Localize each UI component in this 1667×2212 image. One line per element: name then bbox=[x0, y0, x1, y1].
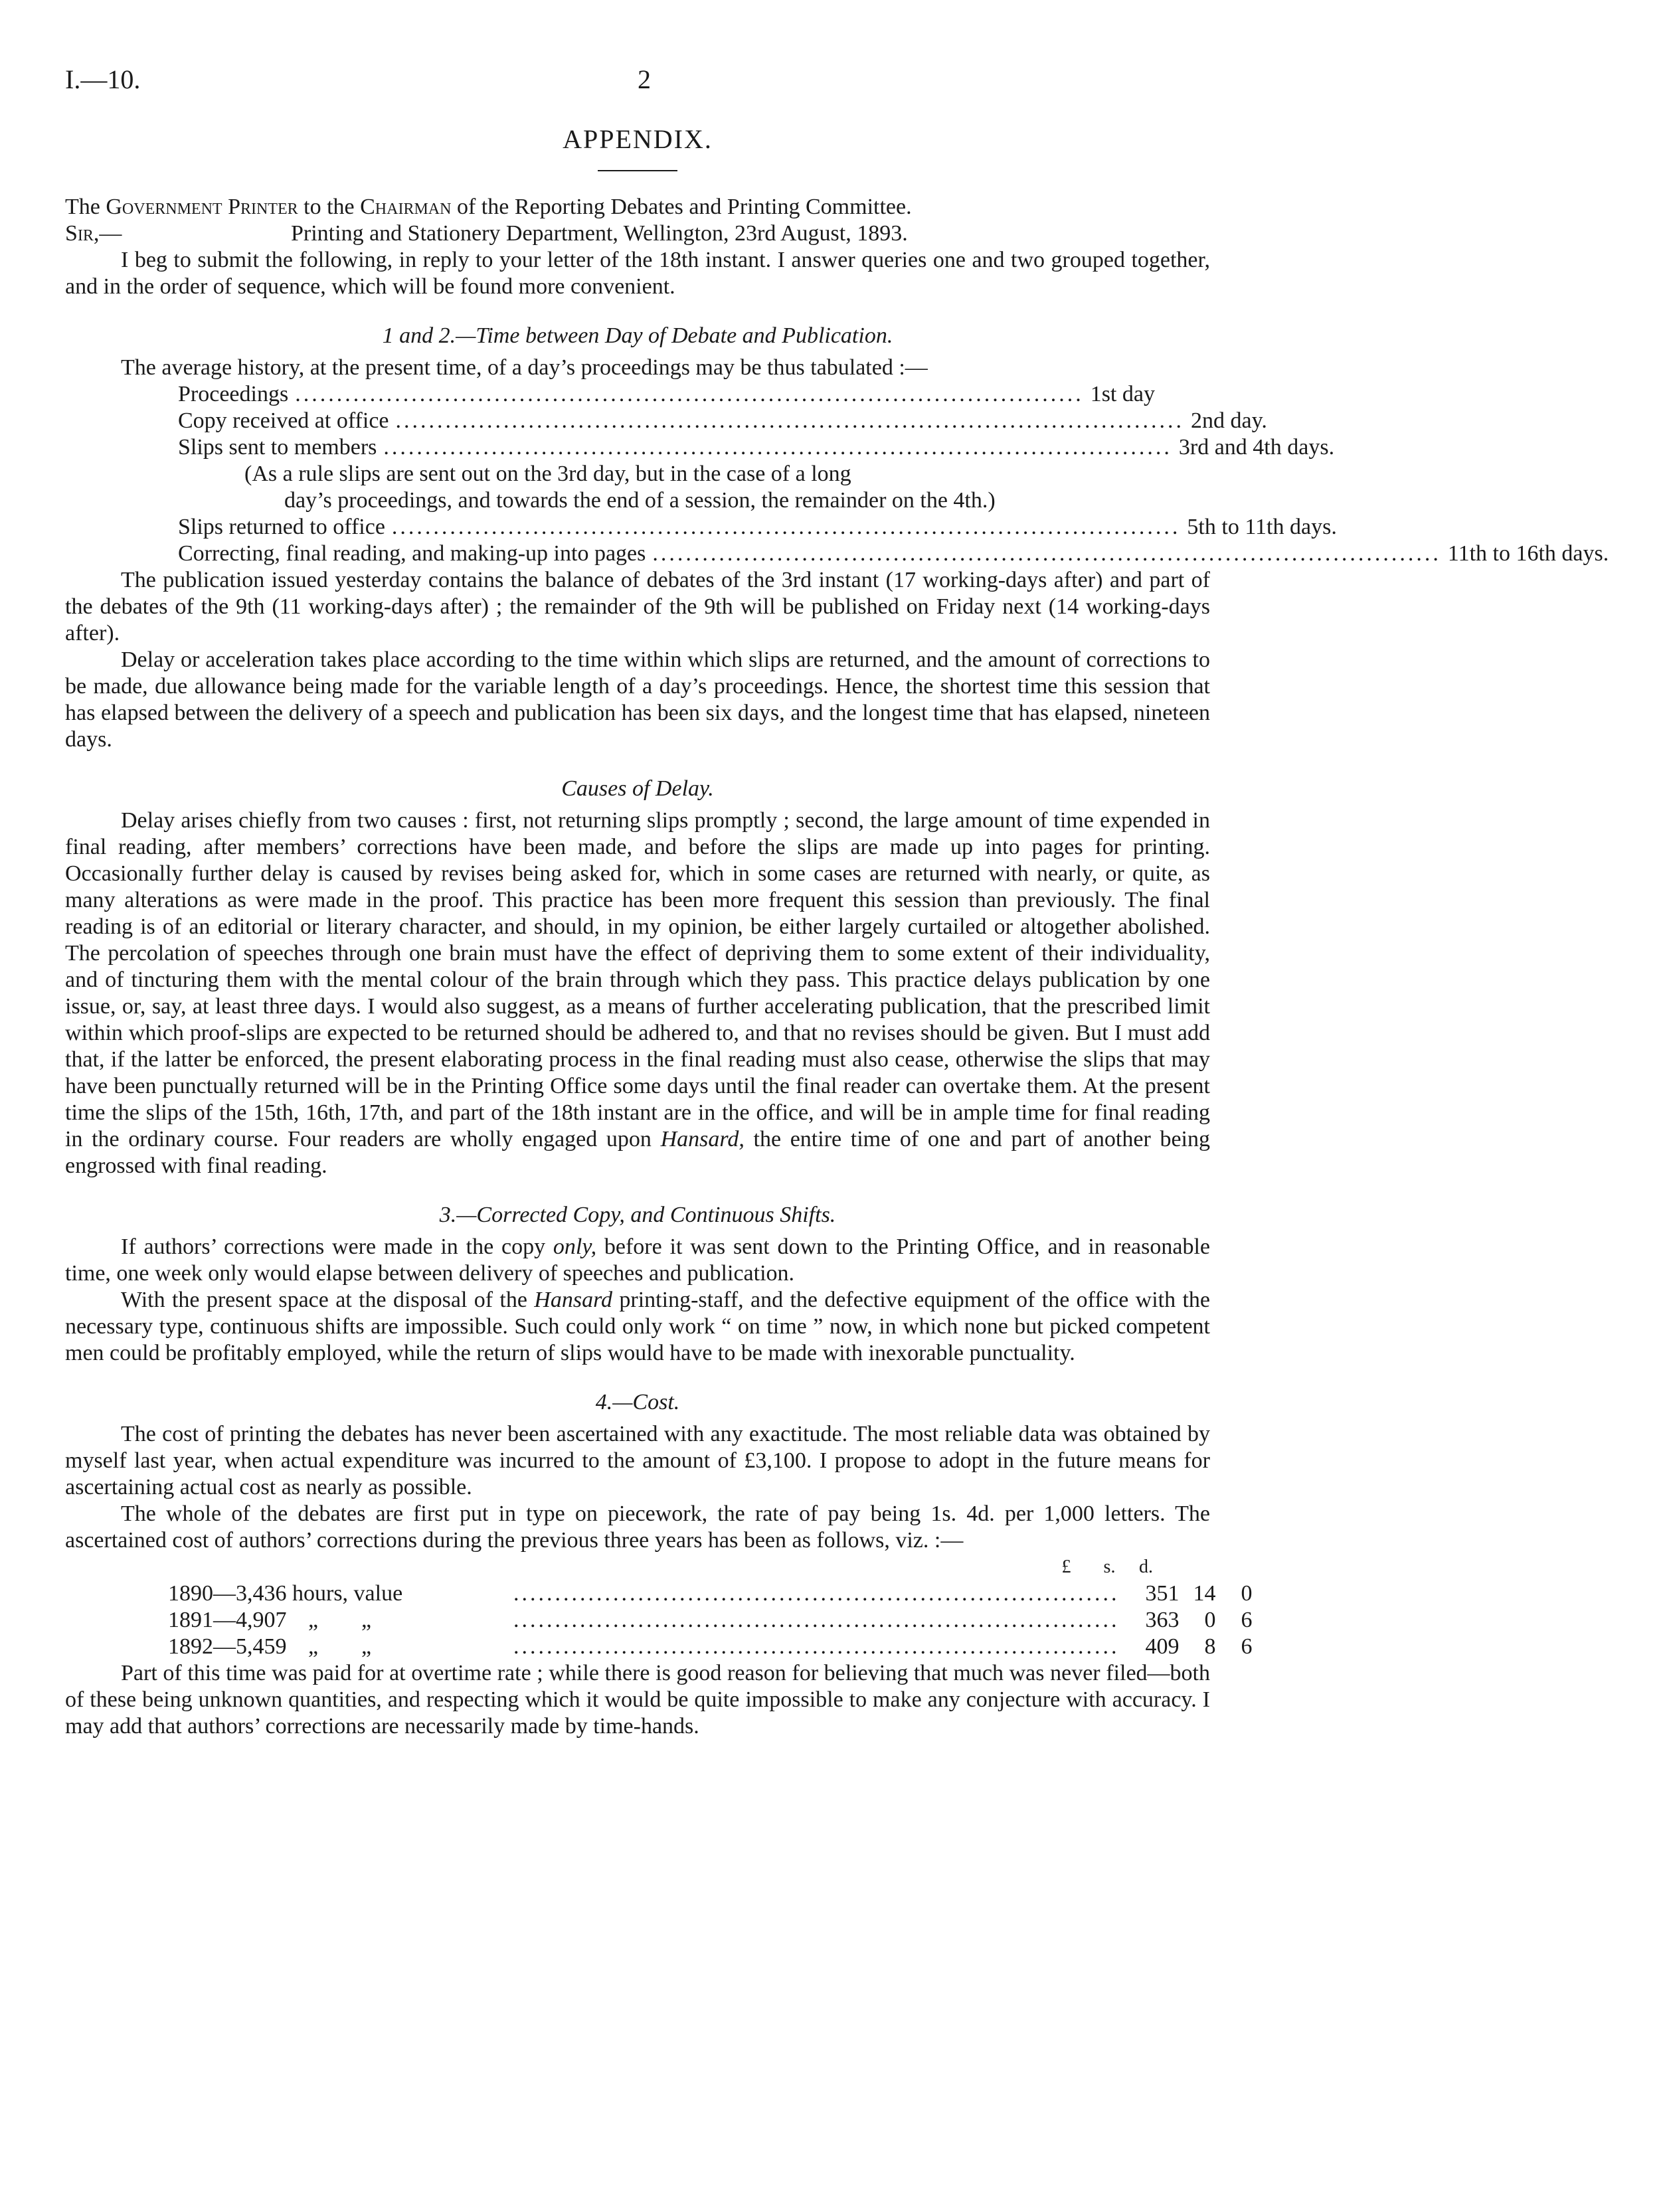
table-row: Slips sent to members ............................................................................................... 3rd and 4th days. bbox=[178, 435, 1335, 460]
paragraph: The cost of printing the debates has never been ascertained with any exactitude. The most reliable data was obtained by myself last year, when actual expenditure was incurred to the amount of £3,100. I propose to adopt in the future means for ascertaining actual cost as nearly as possible. bbox=[65, 1422, 1210, 1499]
table-row: 1891—4,907 „ „ ......................................................................... 363 0 6 bbox=[168, 1608, 1253, 1632]
salutation: Sir,— bbox=[65, 221, 122, 246]
paragraph: With the present space at the disposal of the Hansard printing-staff, and the defective equipment of the office with the necessary type, continuous shifts are impossible. Such could only work “ on time ” now, in which none but picked competent men could be profitably employed, while the return of slips would have to be made with inexorable punctuality. bbox=[65, 1288, 1210, 1365]
paragraph: Delay or acceleration takes place according to the time within which slips are returned, and the amount of corrections to be made, due allowance being made for the variable length of a day’s proceedings. Hence, the shortest time this session that has elapsed between the delivery of a speech and publication has been six days, and the longest time that has elapsed, nineteen days. bbox=[65, 647, 1210, 752]
table-header: £ s. d. bbox=[1061, 1557, 1153, 1577]
letter-header bbox=[65, 220, 1210, 247]
paragraph: The whole of the debates are first put in type on piecework, the rate of pay being 1s. 4d. per 1,000 letters. The ascertained cost of authors’ corrections during the previous three years has been as follows, viz. :— bbox=[65, 1501, 1210, 1553]
page-title: APPENDIX. bbox=[563, 124, 713, 154]
page-number: 2 bbox=[638, 64, 651, 94]
paragraph: Part of this time was paid for at overtime rate ; while there is good reason for believing that much was never filed—both of these being unknown quantities, and respecting which it would be quite impossible to make any conjecture with accuracy. I may add that authors’ corrections are necessarily made by time-hands. bbox=[65, 1661, 1210, 1739]
table-row: Slips returned to office ............................................................................................... 5th to 11th days. bbox=[178, 515, 1337, 539]
section-heading-time: 1 and 2.—Time between Day of Debate and Publication. bbox=[382, 323, 893, 348]
table-row: Correcting, final reading, and making-up into pages ............................................................................................... 11th to 16th days. bbox=[178, 541, 1609, 566]
table-lead: The average history, at the present time, of a day’s proceedings may be thus tabulated :— bbox=[121, 355, 928, 380]
section-heading-copy: 3.—Corrected Copy, and Continuous Shifts. bbox=[439, 1203, 836, 1227]
letter-intro: I beg to submit the following, in reply to your letter of the 18th instant. I answer queries one and two grouped together, and in the order of sequence, which will be found more convenient. bbox=[65, 248, 1210, 299]
paragraph: If authors’ corrections were made in the copy only, before it was sent down to the Printing Office, and in reasonable time, one week only would elapse between delivery of speeches and publication. bbox=[65, 1234, 1210, 1286]
proceedings-table bbox=[178, 381, 1609, 567]
table-row: Proceedings ............................................................................................... 1st day bbox=[178, 382, 1155, 406]
section-heading-cost: 4.—Cost. bbox=[595, 1390, 680, 1414]
document-reference: I.—10. bbox=[65, 64, 141, 94]
sender-address: Printing and Stationery Department, Wellington, 23rd August, 1893. bbox=[291, 221, 908, 246]
corrections-cost-table bbox=[168, 1554, 1253, 1660]
table-row: 1892—5,459 „ „ ......................................................................... 409 8 6 bbox=[168, 1634, 1253, 1659]
letter-address-line: The Government Printer to the Chairman of the Reporting Debates and Printing Committee. bbox=[65, 195, 912, 219]
title-rule bbox=[598, 170, 677, 171]
table-row: 1890—3,436 hours, value ......................................................................... 351 14 0 bbox=[168, 1581, 1253, 1606]
table-note: (As a rule slips are sent out on the 3rd day, but in the case of a long day’s proceedings, and towards the end of a session, the remainder on the 4th.) bbox=[244, 462, 996, 513]
section-heading-delay: Causes of Delay. bbox=[561, 776, 714, 801]
running-head bbox=[65, 66, 1210, 106]
table-row: Copy received at office ............................................................................................... 2nd day. bbox=[178, 408, 1267, 433]
paragraph: Delay arises chiefly from two causes : first, not returning slips promptly ; second, the large amount of time expended in final reading, after members’ corrections have been made, and before the slips are made up into pages for printing. Occasionally further delay is caused by revises being asked for, which in some cases are returned with nearly, or quite, as many alterations as were made in the proof. This practice has been more frequent this session than previously. The final reading is of an editorial or literary character, and should, in my opinion, be either largely curtailed or altogether abolished. The percolation of speeches through one brain must have the effect of depriving them to some extent of their individuality, and of tincturing them with the mental colour of the brain through which they pass. This practice delays publication by one issue, or, say, at least three days. I would also suggest, as a means of further accelerating publication, that the prescribed limit within which proof-slips are expected to be returned should be adhered to, and that no revises should be given. But I must add that, if the latter be enforced, the present elaborating process in the final reading must also cease, otherwise the slips that may have been punctually returned will be in the Printing Office some days until the final reader can overtake them. At the present time the slips of the 15th, 16th, 17th, and part of the 18th instant are in the office, and will be in ample time for final reading in the ordinary course. Four readers are wholly engaged upon Hansard, the entire time of one and part of another being engrossed with final reading. bbox=[65, 808, 1210, 1178]
paragraph: The publication issued yesterday contains the balance of debates of the 3rd instant (17 working-days after) and part of the debates of the 9th (11 working-days after) ; the remainder of the 9th will be published on Friday next (14 working-days after). bbox=[65, 568, 1210, 645]
